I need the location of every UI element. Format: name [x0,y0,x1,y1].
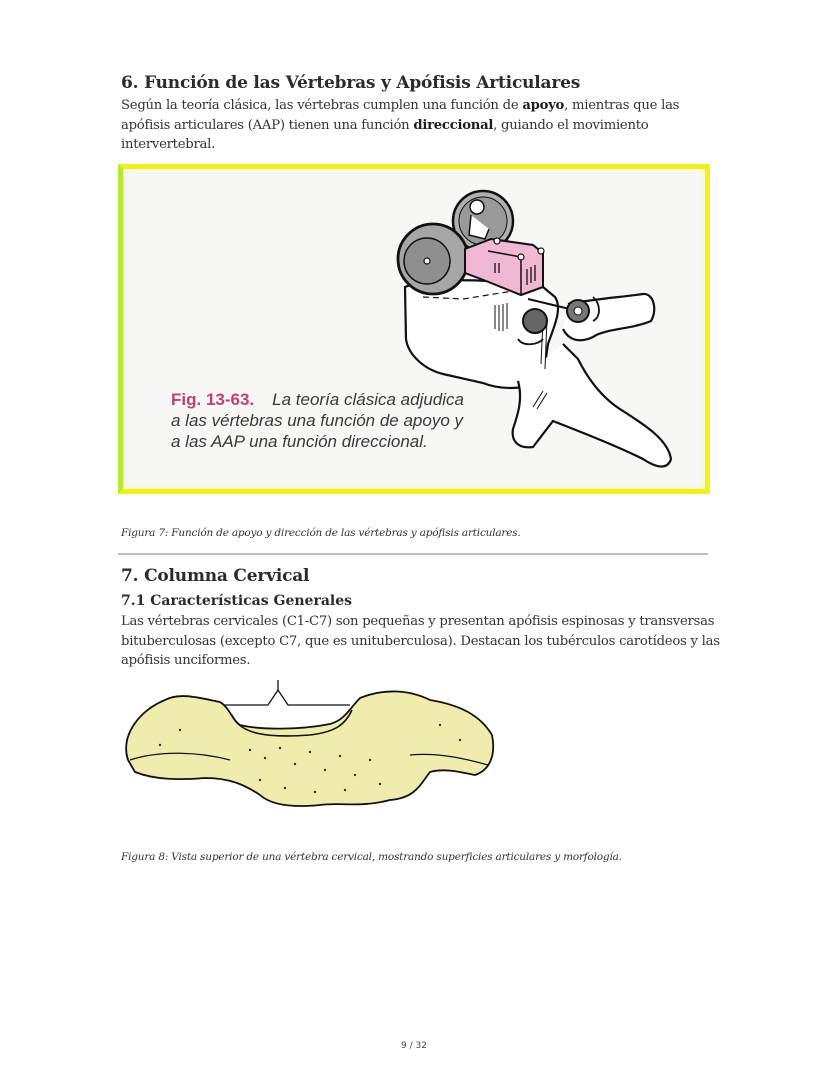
cervical-vertebra-illustration [120,680,500,815]
section-6-heading: 6. Función de las Vértebras y Apófisis Articulares [121,73,581,93]
page-number: 9 / 32 [401,1041,427,1051]
figure-7-caption: Figura 7: Función de apoyo y dirección de las vértebras y apófisis articulares. [121,527,521,539]
bold-term-direccional: direccional [413,117,494,133]
figure-8-caption: Figura 8: Vista superior de una vértebra cervical, mostrando superficies articulares y morfología. [121,851,622,863]
section-6-paragraph [121,96,721,155]
section-7-heading: 7. Columna Cervical [121,566,310,586]
figure-label-text: La teoría clásica adjudica a las vértebras una función de apoyo y a las AAP una función direccional. [171,390,464,451]
section-divider [118,553,708,555]
figure-7-image [118,164,710,494]
figure-7-embedded-label [171,389,471,452]
subsection-7-1-heading: 7.1 Características Generales [121,593,353,609]
paragraph-text: , mientras que las apófisis articulares (AAP) tienen una función [121,98,680,133]
bold-term-apoyo: apoyo [522,98,565,113]
section-7-1-paragraph: Las vértebras cervicales (C1-C7) son pequeñas y presentan apófisis espinosas y transversas bituberculosas (excepto C7, que es unituberculosa). Destacan los tubérculos carotídeos y las apófisis unciformes. [121,614,720,668]
figure-number: Fig. 13-63. [171,390,255,409]
paragraph-text: Según la teoría clásica, las vértebras cumplen una función de [121,98,523,113]
paragraph-text: , guiando el movimiento intervertebral. [121,117,649,152]
